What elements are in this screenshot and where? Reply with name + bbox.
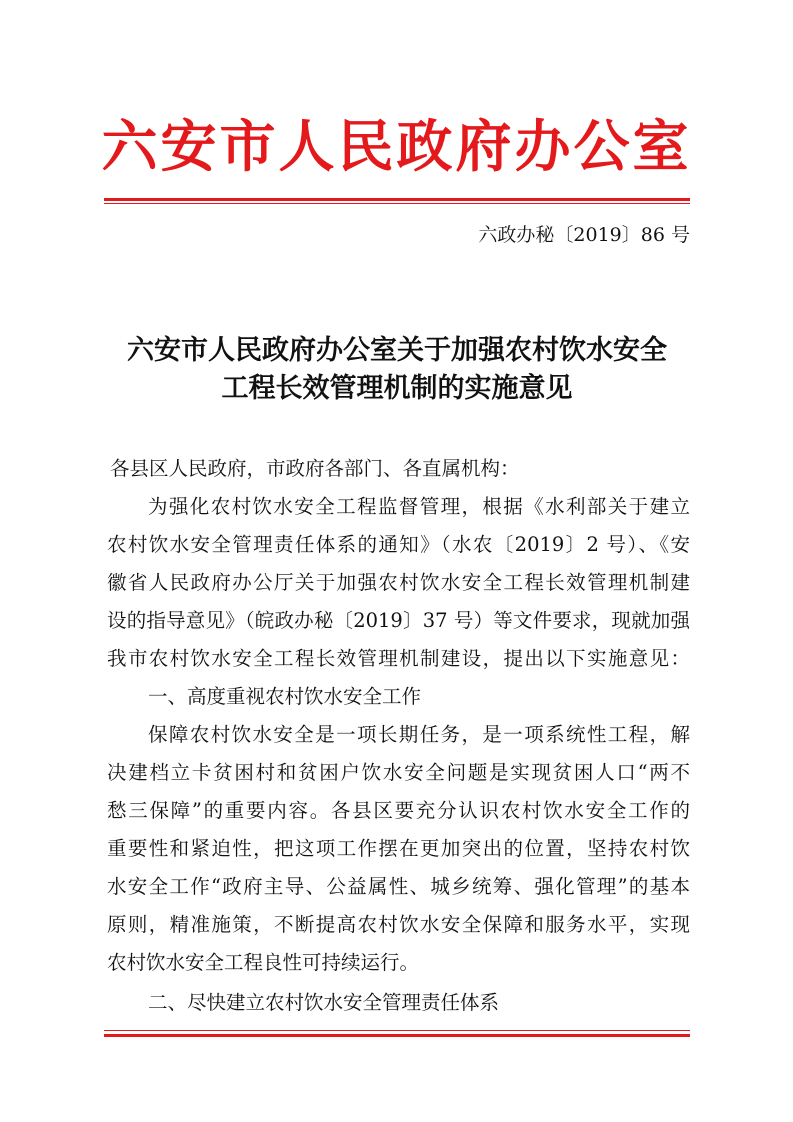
paragraph-line: 为强化农村饮水安全工程监督管理，根据《水利部关于建立 xyxy=(148,495,690,518)
section-heading-1: 一、高度重视农村饮水安全工作 xyxy=(148,685,422,708)
paragraph-line: 愁三保障”的重要内容。各县区要充分认识农村饮水安全工作的 xyxy=(107,799,690,822)
document-number: 六政办秘〔2019〕86 号 xyxy=(478,224,690,246)
paragraph-line: 决建档立卡贫困村和贫困户饮水安全问题是实现贫困人口“两不 xyxy=(107,761,690,784)
addressee: 各县区人民政府，市政府各部门、各直属机构： xyxy=(110,457,520,480)
section-heading-2: 二、尽快建立农村饮水安全管理责任体系 xyxy=(148,991,500,1014)
paragraph-line: 重要性和紧迫性，把这项工作摆在更加突出的位置，坚持农村饮 xyxy=(107,837,690,860)
title-line: 工程长效管理机制的实施意见 xyxy=(221,373,573,404)
footer-rule-thin xyxy=(104,1030,690,1031)
paragraph-line: 保障农村饮水安全是一项长期任务，是一项系统性工程，解 xyxy=(148,723,690,746)
paragraph-line: 徽省人民政府办公厅关于加强农村饮水安全工程长效管理机制建 xyxy=(107,571,690,594)
paragraph-line: 农村饮水安全工程良性可持续运行。 xyxy=(107,951,420,974)
footer-rule-thick xyxy=(104,1034,690,1037)
title-line: 六安市人民政府办公室关于加强农村饮水安全 xyxy=(127,335,667,366)
paragraph-line: 农村饮水安全管理责任体系的通知》（水农〔2019〕2 号）、《安 xyxy=(107,533,690,556)
paragraph-line: 我市农村饮水安全工程长效管理机制建设，提出以下实施意见： xyxy=(107,647,690,670)
document-title xyxy=(104,332,690,408)
header-rule-thick xyxy=(104,198,690,201)
paragraph-line: 原则，精准施策，不断提高农村饮水安全保障和服务水平，实现 xyxy=(107,913,690,936)
paragraph-line: 水安全工作“政府主导、公益属性、城乡统筹、强化管理”的基本 xyxy=(107,875,690,898)
header-rule-thin xyxy=(104,203,690,204)
paragraph-line: 设的指导意见》（皖政办秘〔2019〕37 号）等文件要求，现就加强 xyxy=(107,609,690,632)
org-header-title: 六安市人民政府办公室 xyxy=(101,114,692,180)
